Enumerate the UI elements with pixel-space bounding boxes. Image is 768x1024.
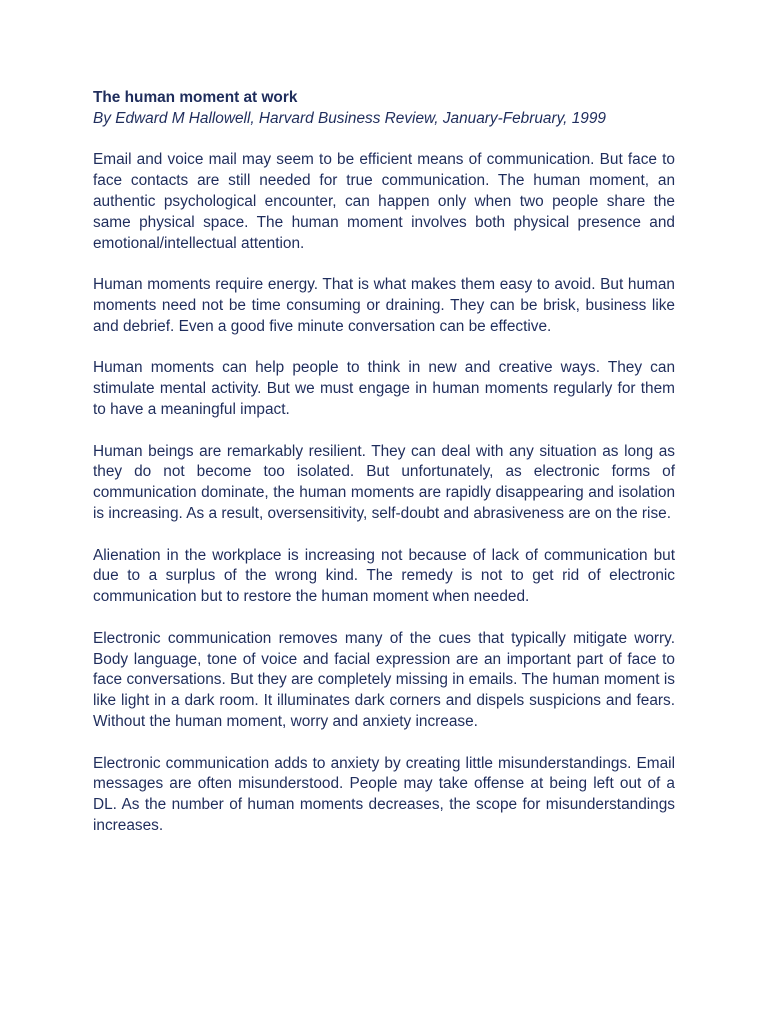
paragraph-3: Human moments can help people to think in new and creative ways. They can stimulate mental activity. But we must engage in human moments regularly for them to have a meaningful impact.: [93, 359, 675, 418]
paragraph-7: Electronic communication adds to anxiety by creating little misunderstandings. Email messages are often misunderstood. People may take offense at being left out of a DL. As the number of human moments decreases, the scope for misunderstandings increases.: [93, 754, 675, 834]
document-byline: By Edward M Hallowell, Harvard Business Review, January-February, 1999: [93, 109, 606, 127]
paragraph-5: Alienation in the workplace is increasing not because of lack of communication but due to a surplus of the wrong kind. The remedy is not to get rid of electronic communication but to restore the human moment when needed.: [93, 546, 675, 606]
document-title: The human moment at work: [93, 89, 298, 106]
document-body: [93, 88, 675, 857]
paragraph-4: Human beings are remarkably resilient. They can deal with any situation as long as they do not become too isolated. But unfortunately, as electronic forms of communication dominate, the human moments are rapidly disappearing and isolation is increasing. As a result, oversensitivity, self-doubt and abrasiveness are on the rise.: [93, 442, 675, 522]
paragraph-2: Human moments require energy. That is what makes them easy to avoid. But human moments need not be time consuming or draining. They can be brisk, business like and debrief. Even a good five minute conversation can be effective.: [93, 276, 675, 335]
paragraph-6: Electronic communication removes many of the cues that typically mitigate worry. Body language, tone of voice and facial expression are an important part of face to face conversations. But they are completely missing in emails. The human moment is like light in a dark room. It illuminates dark corners and dispels suspicions and fears. Without the human moment, worry and anxiety increase.: [93, 629, 675, 730]
paragraph-1: Email and voice mail may seem to be efficient means of communication. But face to face contacts are still needed for true communication. The human moment, an authentic psychological encounter, can happen only when two people share the same physical space. The human moment involves both physical presence and emotional/intellectual attention.: [93, 151, 675, 252]
